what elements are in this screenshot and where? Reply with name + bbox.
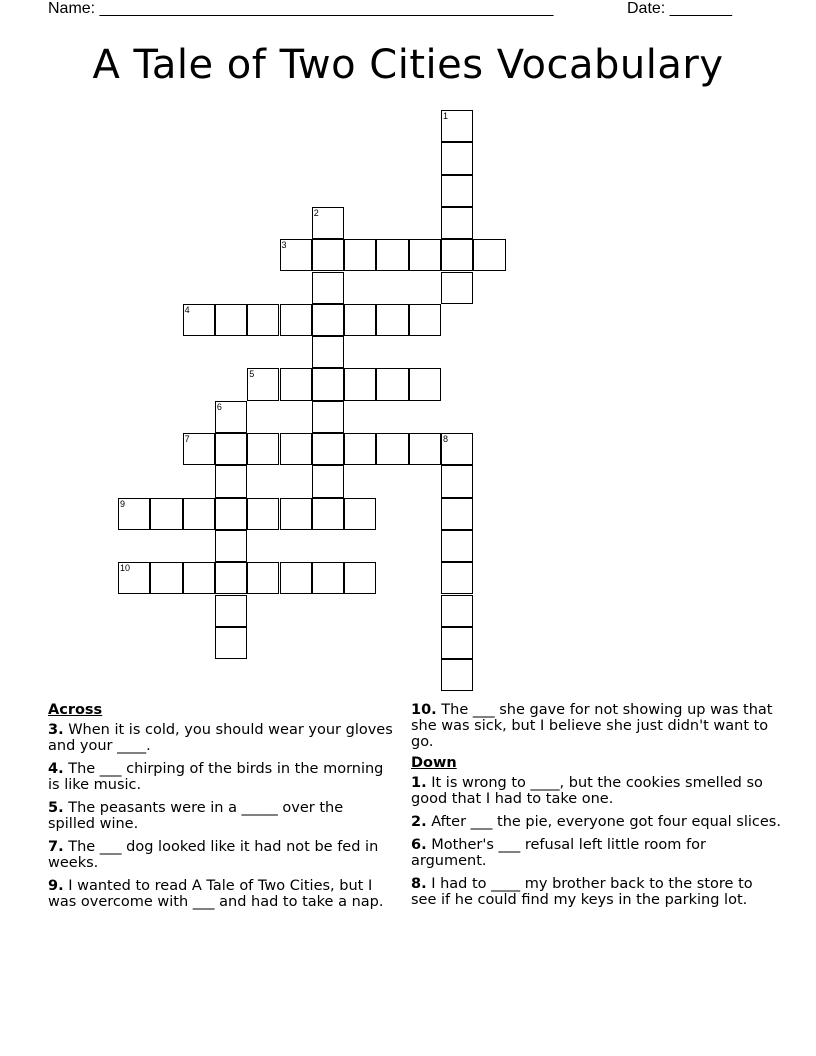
clue-item	[411, 775, 781, 807]
clue-text: The peasants were in a _____ over the spilled wine.	[48, 800, 344, 832]
clues-left-column	[48, 702, 393, 917]
clue-number: 3	[281, 240, 287, 251]
grid-cell[interactable]	[247, 433, 279, 465]
grid-cell[interactable]	[215, 595, 247, 627]
clue-number-label: 6.	[411, 837, 427, 853]
clues-right-column	[411, 702, 781, 915]
page-title: A Tale of Two Cities Vocabulary	[92, 42, 724, 88]
clue-item	[411, 837, 781, 869]
clue-number: 5	[249, 369, 255, 380]
clue-item	[48, 878, 393, 910]
grid-cell[interactable]	[215, 627, 247, 659]
grid-cell[interactable]	[376, 368, 408, 400]
grid-cell[interactable]	[441, 110, 473, 142]
grid-cell[interactable]	[312, 239, 344, 271]
grid-cell[interactable]	[118, 498, 150, 530]
clue-number-label: 9.	[48, 878, 64, 894]
grid-cell[interactable]	[344, 498, 376, 530]
grid-cell[interactable]	[280, 562, 312, 594]
clue-number: 10	[120, 563, 131, 574]
grid-cell[interactable]	[215, 433, 247, 465]
grid-cell[interactable]	[183, 562, 215, 594]
clue-number: 8	[443, 434, 449, 444]
grid-cell[interactable]	[183, 433, 215, 465]
clue-text: When it is cold, you should wear your gloves and your ____.	[48, 722, 393, 754]
grid-cell[interactable]	[344, 304, 376, 336]
clue-item	[411, 814, 781, 830]
clue-number: 9	[120, 498, 126, 509]
grid-cell[interactable]	[312, 368, 344, 400]
grid-cell[interactable]	[280, 498, 312, 530]
clue-text: It is wrong to ____, but the cookies smelled so good that I had to take one.	[411, 775, 763, 807]
grid-cell[interactable]	[441, 627, 473, 659]
grid-cell[interactable]	[441, 433, 473, 465]
grid-cell[interactable]	[441, 142, 473, 174]
clue-number: 1	[443, 111, 449, 121]
clue-number-label: 2.	[411, 814, 427, 830]
clue-number-label: 3.	[48, 722, 64, 738]
grid-cell[interactable]	[441, 595, 473, 627]
grid-cell[interactable]	[312, 336, 344, 368]
grid-cell[interactable]	[312, 562, 344, 594]
grid-cell[interactable]	[150, 562, 182, 594]
clue-number-label: 7.	[48, 839, 64, 855]
clue-number-label: 5.	[48, 800, 64, 816]
clue-number-label: 4.	[48, 761, 64, 777]
grid-cell[interactable]	[409, 433, 441, 465]
clue-text: After ___ the pie, everyone got four equal slices.	[426, 814, 781, 830]
grid-cell[interactable]	[409, 368, 441, 400]
grid-cell[interactable]	[344, 239, 376, 271]
name-field-label: Name: ___________________________________________________	[48, 0, 554, 17]
grid-cell[interactable]	[247, 304, 279, 336]
grid-cell[interactable]	[247, 368, 279, 400]
clue-text: The ___ she gave for not showing up was that she was sick, but I believe she just didn't want to go.	[411, 702, 773, 750]
grid-cell[interactable]	[280, 304, 312, 336]
clue-text: Mother's ___ refusal left little room for argument.	[411, 837, 706, 869]
grid-cell[interactable]	[215, 530, 247, 562]
grid-cell[interactable]	[150, 498, 182, 530]
grid-cell[interactable]	[473, 239, 505, 271]
grid-cell[interactable]	[312, 498, 344, 530]
clue-item	[411, 876, 781, 908]
grid-cell[interactable]	[118, 562, 150, 594]
grid-cell[interactable]	[409, 239, 441, 271]
grid-cell[interactable]	[441, 659, 473, 691]
grid-cell[interactable]	[441, 239, 473, 271]
clue-number: 4	[184, 304, 190, 315]
grid-cell[interactable]	[441, 207, 473, 239]
clue-number-label: 8.	[411, 876, 427, 892]
grid-cell[interactable]	[376, 304, 408, 336]
grid-cell[interactable]	[312, 207, 344, 239]
clue-number-label: 10.	[411, 702, 437, 718]
grid-cell[interactable]	[215, 304, 247, 336]
grid-cell[interactable]	[344, 433, 376, 465]
clue-item	[48, 800, 393, 832]
grid-cell[interactable]	[312, 272, 344, 304]
clue-text: The ___ chirping of the birds in the morning is like music.	[48, 761, 384, 793]
grid-cell[interactable]	[280, 368, 312, 400]
date-field-label: Date: _______	[627, 0, 732, 17]
across-heading: Across	[48, 702, 103, 718]
clue-text: I had to ____ my brother back to the store to see if he could find my keys in the parking lot.	[411, 876, 753, 908]
grid-cell[interactable]	[441, 498, 473, 530]
clue-number: 7	[184, 434, 190, 444]
grid-cell[interactable]	[441, 562, 473, 594]
down-heading: Down	[411, 755, 457, 771]
clue-number: 6	[216, 401, 222, 412]
clue-item	[48, 839, 393, 871]
grid-cell[interactable]	[215, 498, 247, 530]
grid-cell[interactable]	[441, 530, 473, 562]
clue-text: I wanted to read A Tale of Two Cities, but I was overcome with ___ and had to take a nap.	[48, 878, 384, 910]
grid-cell[interactable]	[312, 465, 344, 497]
grid-cell[interactable]	[183, 304, 215, 336]
clue-text: The ___ dog looked like it had not be fed in weeks.	[48, 839, 379, 871]
grid-cell[interactable]	[247, 498, 279, 530]
grid-cell[interactable]	[409, 304, 441, 336]
grid-cell[interactable]	[215, 562, 247, 594]
grid-cell[interactable]	[215, 465, 247, 497]
grid-cell[interactable]	[280, 433, 312, 465]
grid-cell[interactable]	[344, 562, 376, 594]
grid-cell[interactable]	[441, 272, 473, 304]
clue-item	[411, 702, 781, 750]
grid-cell[interactable]	[280, 239, 312, 271]
grid-cell[interactable]	[183, 498, 215, 530]
grid-cell[interactable]	[247, 562, 279, 594]
grid-cell[interactable]	[441, 465, 473, 497]
grid-cell[interactable]	[312, 433, 344, 465]
grid-cell[interactable]	[376, 433, 408, 465]
grid-cell[interactable]	[215, 401, 247, 433]
grid-cell[interactable]	[312, 401, 344, 433]
clue-item	[48, 722, 393, 754]
grid-cell[interactable]	[344, 368, 376, 400]
grid-cell[interactable]	[312, 304, 344, 336]
clue-number: 2	[313, 207, 319, 218]
clue-item	[48, 761, 393, 793]
clue-number-label: 1.	[411, 775, 427, 791]
grid-cell[interactable]	[441, 175, 473, 207]
grid-cell[interactable]	[376, 239, 408, 271]
